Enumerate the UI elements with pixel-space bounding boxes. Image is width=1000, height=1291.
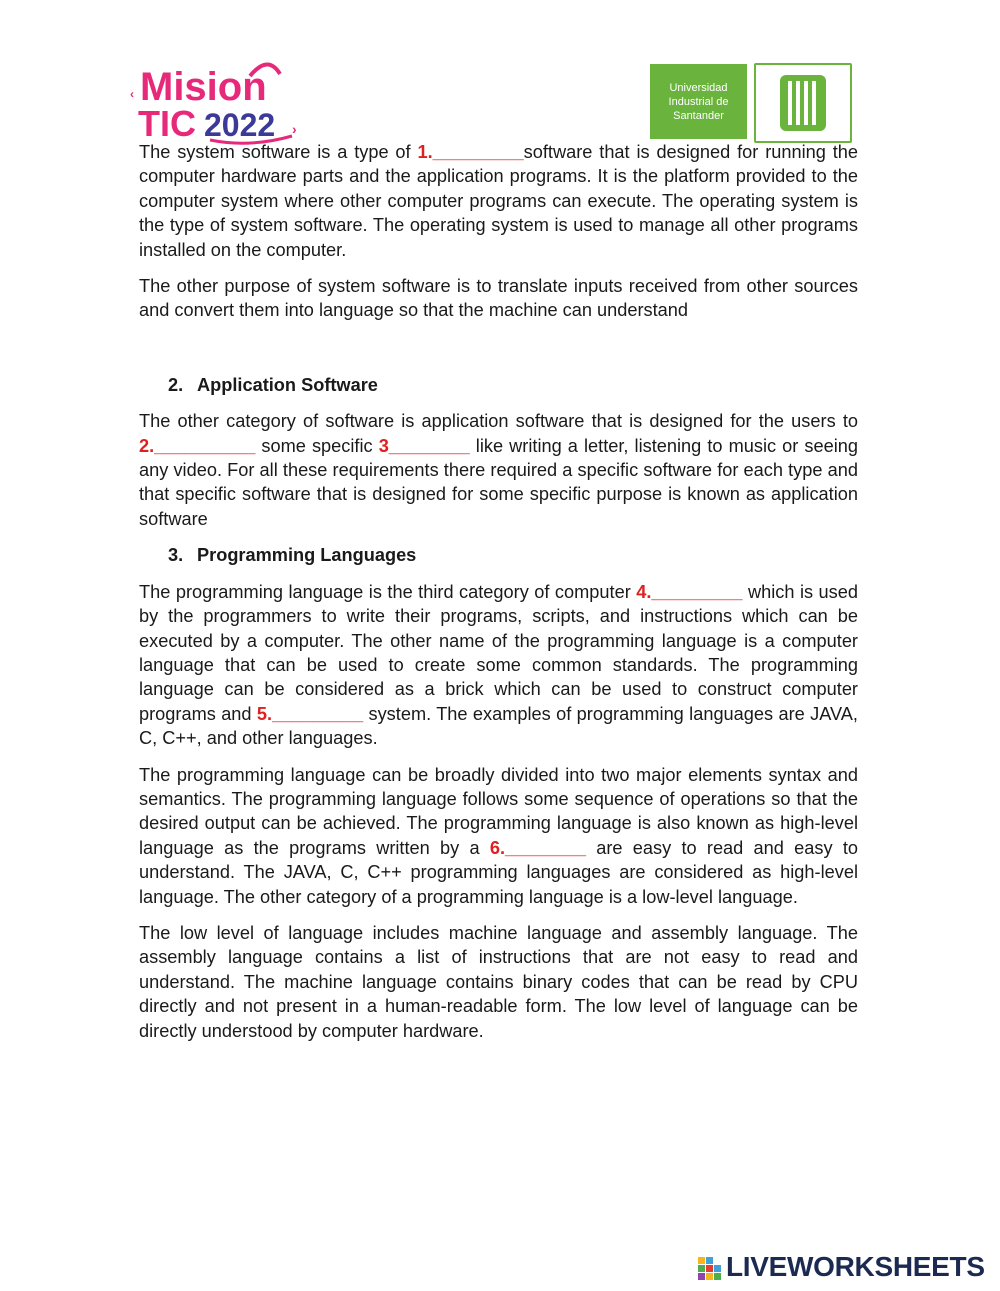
text: some specific bbox=[255, 435, 379, 456]
spacer bbox=[139, 335, 858, 373]
mision-tic-logo bbox=[130, 56, 310, 146]
paragraph-system-purpose: The other purpose of system software is to translate inputs received from other sources and convert them into language so that the machine can understand bbox=[139, 276, 858, 321]
liveworksheets-wordmark: LIVEWORKSHEETS bbox=[726, 1251, 985, 1282]
uis-line-2: Industrial de bbox=[668, 95, 729, 108]
blank-1[interactable]: 1._________ bbox=[417, 142, 524, 162]
paragraph-syntax-semantics bbox=[139, 763, 858, 909]
heading-number: 2. bbox=[168, 374, 184, 395]
uis-emblem-icon bbox=[754, 63, 852, 143]
uis-line-3: Santander bbox=[673, 109, 724, 122]
paragraph-system-software bbox=[139, 140, 858, 262]
blank-6[interactable]: 6.________ bbox=[489, 837, 586, 858]
heading-application-software bbox=[139, 373, 858, 397]
liveworksheets-logo bbox=[698, 1251, 994, 1285]
blank-5[interactable]: 5._________ bbox=[256, 703, 364, 724]
uis-logo bbox=[650, 63, 854, 141]
paragraph-application-software bbox=[139, 409, 858, 531]
text: system. The examples of programming languages are JAVA, C, C++, and other languages. bbox=[139, 703, 858, 749]
svg-text:›: › bbox=[292, 121, 297, 137]
paragraph-low-level: The low level of language includes machine language and assembly language. The assembly language contains a list of instructions that are not easy to read and understand. The machine language contains binary codes that can be read by CPU directly and not present in a human-readable form. The low level of language can be directly understood by computer hardware. bbox=[139, 922, 858, 1041]
text: The programming language can be broadly divided into two major elements syntax and semantics. The programming language follows some sequence of operations so that the desired output can be achieved. The programming language is also known as high-level language as the programs written by a bbox=[139, 764, 858, 858]
heading-title: Programming Languages bbox=[197, 545, 417, 566]
tic-word: TIC bbox=[138, 103, 196, 144]
text: The other category of software is application software that is designed for the users to bbox=[139, 411, 858, 432]
document-body bbox=[139, 140, 858, 1055]
blank-2[interactable]: 2.__________ bbox=[139, 435, 256, 456]
blank-4[interactable]: 4._________ bbox=[636, 581, 743, 602]
heading-programming-languages bbox=[139, 543, 858, 567]
mision-word: Mision bbox=[140, 65, 267, 109]
text: which is used by the programmers to write their programs, scripts, and instructions which can be executed by a computer. The other name of the programming language is a computer language that can be used to create some common standards. The programming language can be considered as a brick which can be used to construct computer programs and bbox=[139, 581, 858, 724]
year-word: 2022 bbox=[204, 107, 276, 143]
text: software that is designed for running the computer hardware parts and the application programs. It is the platform provided to the computer system where other computer programs can execute. The operating system is the type of system software. The operating system is used to manage all other programs installed on the computer. bbox=[139, 142, 859, 260]
heading-title: Application Software bbox=[197, 374, 378, 395]
uis-name-box bbox=[650, 64, 747, 139]
mision-tic-logo-graphic bbox=[130, 56, 310, 146]
text: The programming language is the third category of computer bbox=[139, 581, 637, 602]
uis-line-1: Universidad bbox=[669, 81, 728, 94]
text: are easy to read and easy to understand. The JAVA, C, C++ programming languages are considered as high-level language. The other category of a programming language is a low-level language. bbox=[139, 837, 858, 907]
blank-3[interactable]: 3________ bbox=[378, 435, 470, 456]
text: like writing a letter, listening to music or seeing any video. For all these requirements there required a specific software for each type and that specific software that is designed for some specific purpose is known as application software bbox=[139, 435, 859, 529]
heading-number: 3. bbox=[168, 545, 184, 566]
paragraph-programming-language bbox=[139, 580, 858, 751]
svg-text:‹: ‹ bbox=[130, 87, 134, 101]
text: The system software is a type of bbox=[139, 142, 418, 162]
liveworksheets-blocks-icon bbox=[698, 1257, 722, 1281]
